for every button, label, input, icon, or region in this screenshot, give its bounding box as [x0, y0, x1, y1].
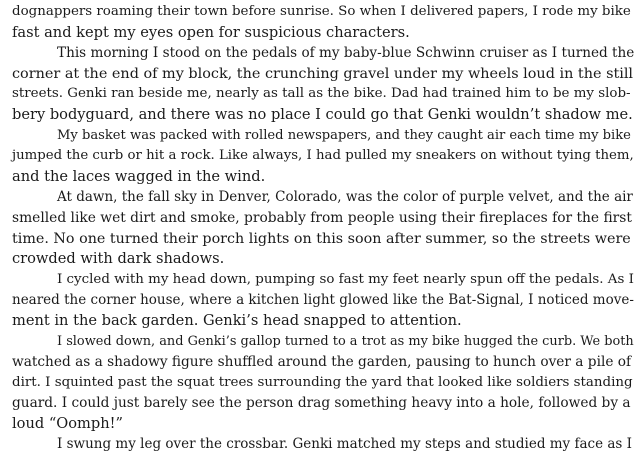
text-line: neared the corner house, where a kitchen light glowed like the Bat-Signal, I noticed move- — [12, 292, 634, 309]
text-line: corner at the end of my block, the crunching gravel under my wheels loud in the still — [12, 65, 634, 82]
text-line: I cycled with my head down, pumping so fast my feet nearly spun off the pedals. As I — [57, 271, 634, 287]
text-line: time. No one turned their porch lights on this soon after summer, so the streets were — [12, 230, 631, 247]
text-line: and the laces wagged in the wind. — [12, 167, 266, 185]
text-line: smelled like wet dirt and smoke, probably from people using their fireplaces for the first — [12, 209, 632, 226]
text-line: I slowed down, and Genki’s gallop turned to a trot as my bike hugged the curb. We both — [57, 333, 634, 349]
text-line: This morning I stood on the pedals of my baby-blue Schwinn cruiser as I turned the — [57, 45, 635, 62]
text-line: ment in the back garden. Genki’s head snapped to attention. — [12, 311, 462, 329]
text-line: watched as a shadowy figure shuffled around the garden, pausing to hunch over a pile of — [12, 354, 632, 371]
body-text — [12, 2, 635, 455]
text-line: streets. Genki ran beside me, nearly as tall as the bike. Dad had trained him to be my slob- — [12, 86, 631, 102]
text-line: At dawn, the fall sky in Denver, Colorado, was the color of purple velvet, and the air — [57, 189, 633, 206]
text-line: fast and kept my eyes open for suspicious characters. — [12, 23, 410, 41]
text-line: jumped the curb or hit a rock. Like always, I had pulled my sneakers on without tying them, — [12, 148, 634, 164]
text-line: crowded with dark shadows. — [12, 250, 225, 268]
text-line: I swung my leg over the crossbar. Genki matched my steps and studied my face as I — [57, 436, 632, 453]
text-line: loud “Oomph!” — [12, 414, 123, 432]
text-line: guard. I could just barely see the person drag something heavy into a hole, followed by a — [12, 395, 631, 412]
text-line: My basket was packed with rolled newspapers, and they caught air each time my bike — [57, 127, 631, 143]
text-line: bery bodyguard, and there was no place I could go that Genki wouldn’t shadow me. — [12, 105, 633, 123]
text-line: dognappers roaming their town before sunrise. So when I delivered papers, I rode my bike — [12, 4, 631, 19]
text-line: dirt. I squinted past the squat trees surrounding the yard that looked like soldiers standing — [12, 374, 633, 390]
